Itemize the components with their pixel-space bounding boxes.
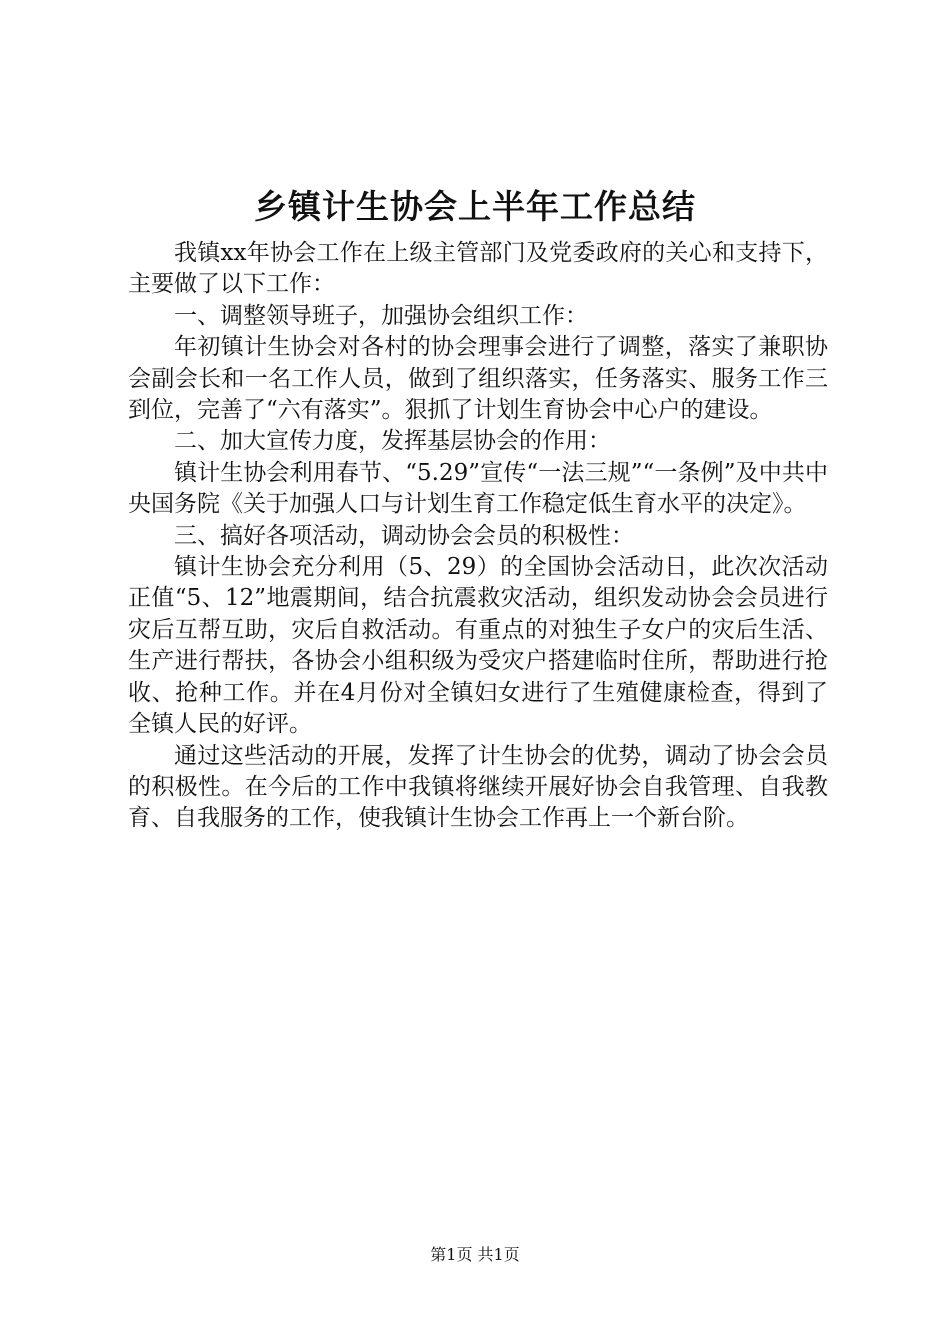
section-heading-1: 一、调整领导班子，加强协会组织工作： xyxy=(174,302,588,329)
section-heading-2: 二、加大宣传力度，发挥基层协会的作用： xyxy=(174,428,611,455)
page-footer: 第1页 共1页 xyxy=(430,1245,520,1264)
document-body xyxy=(128,238,828,835)
paragraph-intro: 我镇xx年协会工作在上级主管部门及党委政府的关心和支持下，主要做了以下工作： xyxy=(128,240,828,298)
section-heading-3: 三、搞好各项活动，调动协会会员的积极性： xyxy=(174,522,634,549)
paragraph-section-2: 镇计生协会利用春节、“5.29”宣传“一法三规”“一条例”及中共中央国务院《关于加强人口与计划生育工作稳定低生育水平的决定》。 xyxy=(128,459,828,518)
document-title: 乡镇计生协会上半年工作总结 xyxy=(254,187,696,226)
paragraph-conclusion: 通过这些活动的开展，发挥了计生协会的优势，调动了协会会员的积极性。在今后的工作中我镇将继续开展好协会自我管理、自我教育、自我服务的工作，使我镇计生协会工作再上一个新台阶。 xyxy=(128,742,828,832)
paragraph-section-1: 年初镇计生协会对各村的协会理事会进行了调整，落实了兼职协会副会长和一名工作人员，做到了组织落实，任务落实、服务工作三到位，完善了“六有落实”。狠抓了计划生育协会中心户的建设。 xyxy=(128,334,828,424)
paragraph-section-3: 镇计生协会充分利用（5、29）的全国协会活动日，此次次活动正值“5、12”地震期间，结合抗震救灾活动，组织发动协会会员进行灾后互帮互助，灾后自救活动。有重点的对独生子女户的灾后生活、生产进行帮扶，各协会小组积级为受灾户搭建临时住所，帮助进行抢收、抢种工作。并在4月份对全镇妇女进行了生殖健康检查，得到了全镇人民的好评。 xyxy=(128,554,828,738)
